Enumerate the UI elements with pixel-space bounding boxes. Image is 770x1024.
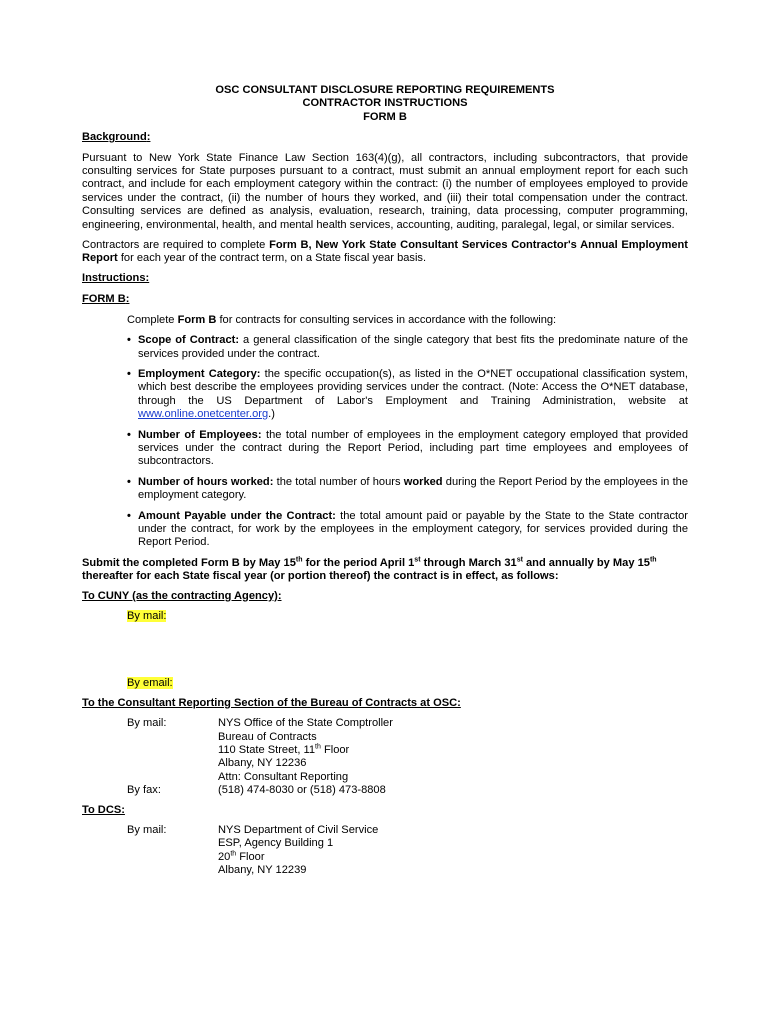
bullet-icon: • — [127, 367, 131, 380]
background-paragraph: Pursuant to New York State Finance Law Section 163(4)(g), all contractors, including subcontractors, that provide consulting services for State purposes pursuant to a contract, must submit an annual employment report for each such contract, and include for each employment category within the contract: (i) the number of employees employed to provide services under the contract, (ii) the number of hours they worked, and (iii) their total compensation under the contract. Consulting services are defined as analysis, evaluation, research, training, data processing, computer programming, engineering, environmental, health, and mental health services, accounting, auditing, paralegal, legal, or similar services. — [82, 151, 688, 231]
instructions-heading: Instructions: — [82, 271, 150, 284]
list-item: • Amount Payable under the Contract: the total amount paid or payable by the State to the State contractor under the contract, for work by the employees in the employment category, for services provided during the Report Period. — [127, 509, 688, 549]
title-line-3: FORM B — [363, 110, 407, 123]
document-page — [82, 84, 688, 878]
cuny-mail-label: By mail: — [127, 610, 167, 622]
dcs-address: NYS Department of Civil Service ESP, Agency Building 1 20th Floor Albany, NY 12239 — [218, 824, 379, 877]
requirement-paragraph: Contractors are required to complete Form B, New York State Consultant Services Contractor's Annual Employment Report for each year of the contract term, on a State fiscal year basis. — [82, 239, 688, 265]
osc-address: NYS Office of the State Comptroller Bureau of Contracts 110 State Street, 11th Floor Albany, NY 12236 Attn: Consultant Reporting — [218, 717, 393, 783]
doc-title — [82, 84, 688, 124]
dcs-heading: To DCS: — [82, 803, 125, 816]
title-line-2: CONTRACTOR INSTRUCTIONS — [302, 97, 468, 110]
formb-intro: Complete Form B for contracts for consulting services in accordance with the following: — [127, 313, 557, 326]
bullet-icon: • — [127, 509, 131, 522]
list-item: • Scope of Contract: a general classification of the single category that best fits the predominate nature of the services provided under the contract. — [127, 334, 688, 360]
title-line-1: OSC CONSULTANT DISCLOSURE REPORTING REQUIREMENTS — [215, 84, 555, 96]
field-definitions-list — [127, 334, 688, 550]
bullet-icon: • — [127, 334, 131, 347]
list-item: • Number of Employees: the total number of employees in the employment category employed that provided services under the contract during the Report Period, including part time employees and employees of subcontractors. — [127, 428, 688, 468]
onet-link[interactable]: www.online.onetcenter.org — [138, 408, 269, 421]
dcs-address-block — [127, 824, 688, 878]
submission-deadline: Submit the completed Form B by May 15th for the period April 1st through March 31st and annually by May 15th thereafter for each State fiscal year (or portion thereof) the contract is in effect, as follows: — [82, 556, 657, 583]
bullet-icon: • — [127, 475, 131, 488]
list-item: • Employment Category: the specific occupation(s), as listed in the O*NET occupational classification system, which best describe the employees providing services under the contract. (Note: Access the O*NET database, through the US Department of Labor's Employment and Training Administration, website at www.online.onetcenter.org.) — [127, 367, 688, 421]
osc-fax-numbers: (518) 474-8030 or (518) 473-8808 — [218, 784, 386, 797]
bullet-icon: • — [127, 428, 131, 441]
osc-fax-label: By fax: — [127, 784, 161, 797]
list-item: • Number of hours worked: the total number of hours worked during the Report Period by the employees in the employment category. — [127, 475, 688, 502]
formb-heading: FORM B: — [82, 293, 130, 306]
osc-address-block — [127, 717, 688, 797]
osc-heading: To the Consultant Reporting Section of the Bureau of Contracts at OSC: — [82, 696, 461, 709]
dcs-mail-label: By mail: — [127, 824, 167, 837]
cuny-email-label: By email: — [127, 677, 173, 690]
osc-mail-label: By mail: — [127, 717, 167, 730]
background-heading: Background: — [82, 131, 151, 144]
cuny-heading: To CUNY (as the contracting Agency): — [82, 589, 282, 602]
